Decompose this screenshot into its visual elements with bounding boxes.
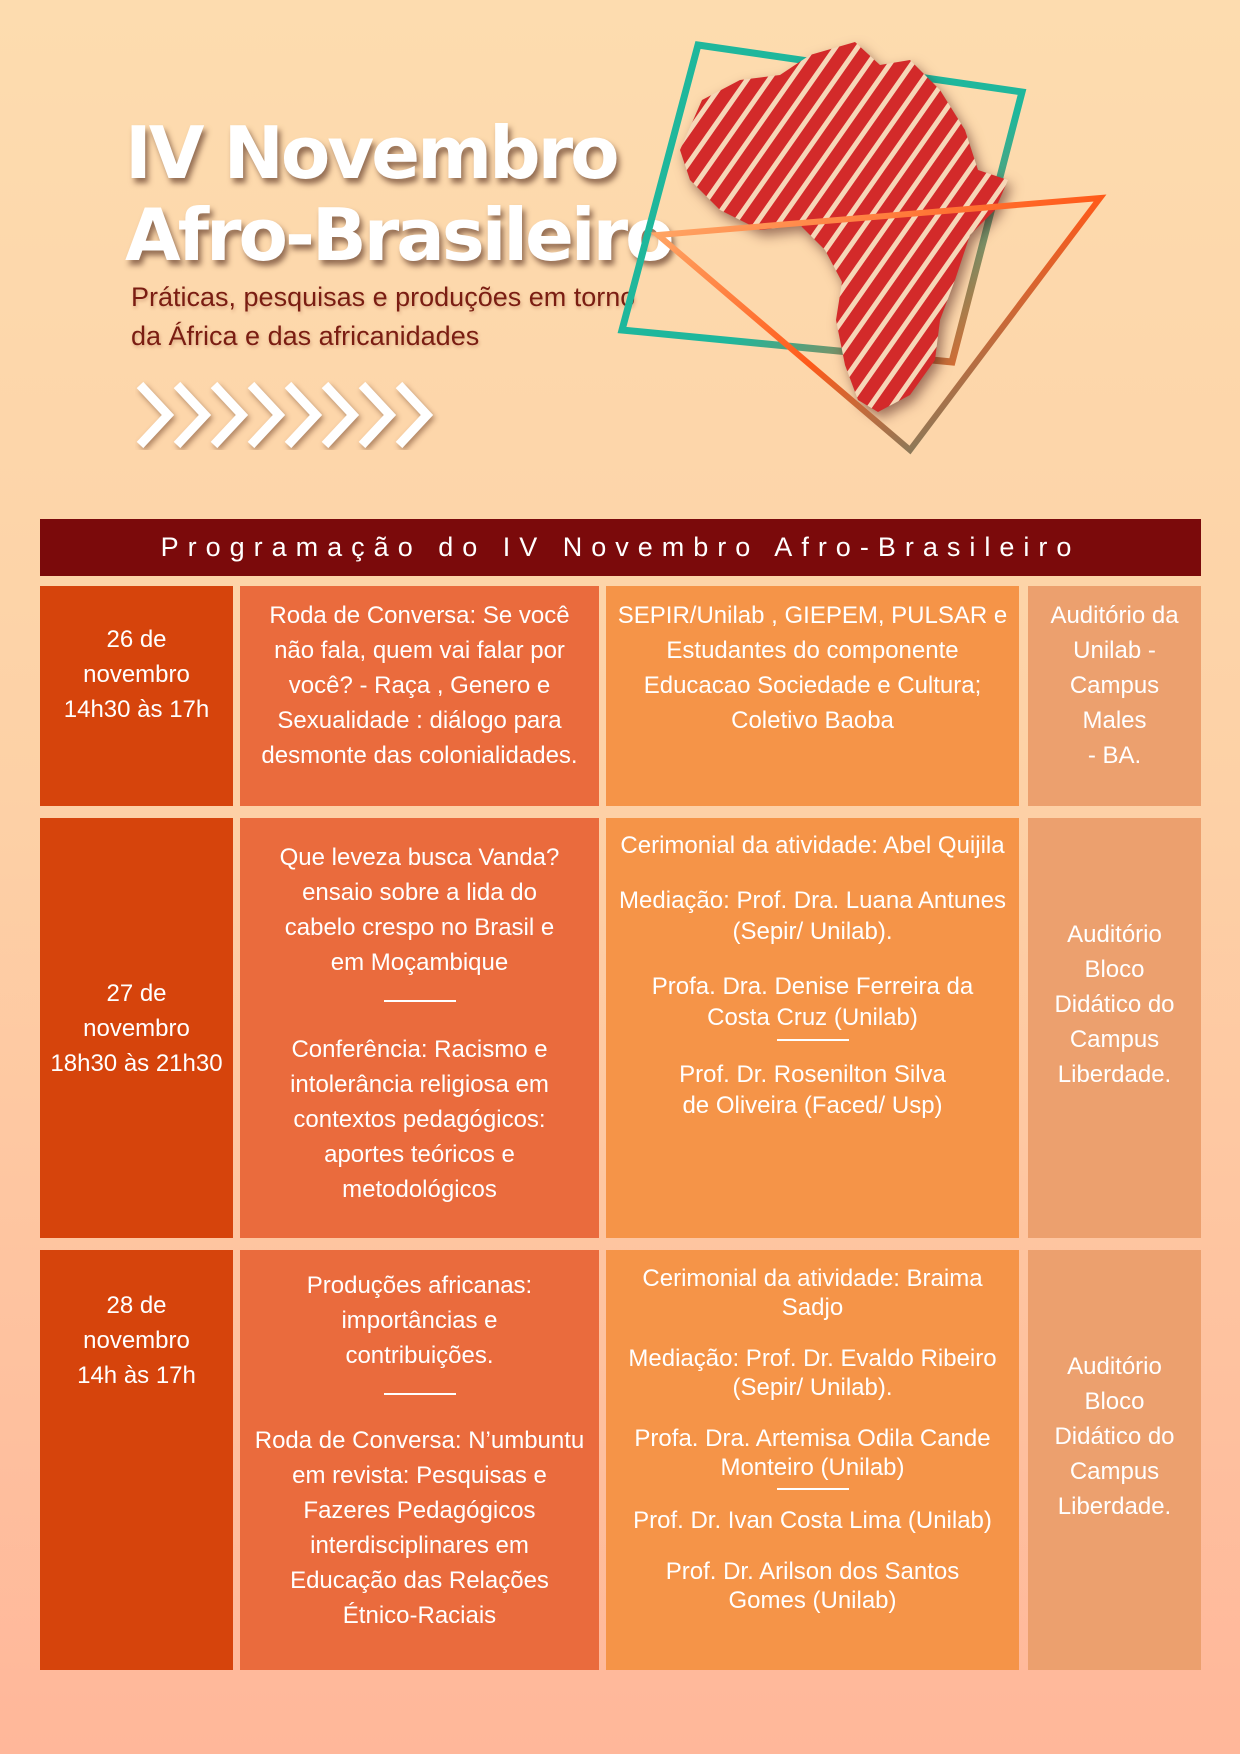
activity-line: em revista: Pesquisas e — [292, 1462, 547, 1489]
activity-line: Educação das Relações — [290, 1567, 549, 1594]
mediation-line: Mediação: Prof. Dra. Luana Antunes — [619, 887, 1006, 914]
activity-line: Que leveza busca Vanda? — [279, 844, 560, 871]
speaker-line: Monteiro (Unilab) — [720, 1454, 905, 1481]
activity-line: contextos pedagógicos: — [293, 1106, 546, 1133]
mediation-line: Mediação: Prof. Dr. Evaldo Ribeiro — [628, 1345, 997, 1372]
mediation-line: (Sepir/ Unilab). — [732, 1374, 893, 1401]
activity-line: em Moçambique — [330, 949, 509, 976]
separator — [384, 1000, 456, 1002]
activity-line: importâncias e — [341, 1307, 498, 1334]
activity-line: Conferência: Racismo e — [291, 1036, 548, 1063]
ceremonial-text: Cerimonial da atividade: Braima Sadjo — [642, 1265, 983, 1321]
speaker-line: Profa. Dra. Denise Ferreira da — [651, 973, 974, 1000]
speaker-line: Prof. Dr. Ivan Costa Lima (Unilab) — [633, 1507, 992, 1534]
speaker-line: Costa Cruz (Unilab) — [707, 1004, 918, 1031]
place-line: Campus — [1069, 1025, 1160, 1053]
time-text: 14h30 às 17h — [63, 696, 210, 723]
activity-cell — [240, 818, 599, 1238]
people-line: Coletivo Baoba — [731, 707, 894, 734]
place-line: Didático do — [1054, 1422, 1175, 1450]
activity-line: Sexualidade : diálogo para — [277, 707, 562, 734]
mediation-line: (Sepir/ Unilab). — [732, 918, 893, 945]
date-text: 27 de novembro — [83, 979, 190, 1042]
activity-line: aportes teóricos e — [324, 1141, 515, 1168]
separator — [777, 1488, 849, 1490]
title-line-2: Afro-Brasileiro — [125, 193, 672, 277]
people-line: Estudantes do componente — [666, 637, 959, 664]
speaker-line: Gomes (Unilab) — [728, 1587, 897, 1614]
activity-line: você? - Raça , Genero e — [288, 672, 551, 699]
people-cell — [606, 818, 1019, 1238]
separator — [777, 1039, 849, 1041]
activity-cell — [240, 1250, 599, 1670]
date-cell — [40, 586, 233, 806]
schedule-row-2 — [0, 818, 1240, 1238]
africa-map-icon — [610, 20, 1130, 520]
time-text: 14h às 17h — [77, 1362, 196, 1389]
schedule-row-3 — [0, 1250, 1240, 1670]
schedule-row-1 — [0, 586, 1240, 806]
place-line: Liberdade. — [1057, 1060, 1172, 1088]
place-line: Campus — [1069, 1457, 1160, 1485]
place-line: Auditório Bloco — [1067, 1352, 1162, 1415]
place-cell — [1028, 818, 1201, 1238]
subtitle — [131, 278, 651, 356]
date-text: 26 de novembro — [83, 626, 190, 688]
people-line: Educacao Sociedade e Cultura; — [643, 672, 982, 699]
speaker-line: Prof. Dr. Arilson dos Santos — [665, 1558, 960, 1585]
time-text: 18h30 às 21h30 — [50, 1049, 223, 1077]
activity-line: metodológicos — [342, 1176, 497, 1203]
activity-line: não fala, quem vai falar por — [274, 637, 565, 664]
people-line: SEPIR/Unilab , GIEPEM, PULSAR e — [617, 602, 1008, 629]
place-line: Auditório da — [1050, 602, 1179, 629]
activity-line: Roda de Conversa: N’umbuntu — [254, 1427, 585, 1454]
speaker-line: Prof. Dr. Rosenilton Silva — [679, 1061, 946, 1088]
activity-line: desmonte das colonialidades. — [261, 742, 578, 769]
page-title — [125, 112, 672, 276]
activity-line: ensaio sobre a lida do — [302, 879, 537, 906]
place-line: Liberdade. — [1057, 1492, 1172, 1520]
speaker-line: de Oliveira (Faced/ Usp) — [682, 1092, 943, 1119]
activity-line: contribuições. — [345, 1342, 494, 1369]
date-cell — [40, 818, 233, 1238]
activity-line: intolerância religiosa em — [290, 1071, 549, 1098]
activity-line: Roda de Conversa: Se você — [269, 602, 570, 629]
activity-line: Fazeres Pedagógicos — [303, 1497, 536, 1524]
activity-cell — [240, 586, 599, 806]
people-cell — [606, 586, 1019, 806]
title-line-1: IV Novembro — [125, 111, 617, 195]
subtitle-line-2: da África e das africanidades — [131, 321, 480, 351]
place-line: - BA. — [1087, 742, 1142, 769]
place-line: Didático do — [1054, 990, 1175, 1018]
ceremonial-text: Cerimonial da atividade: Abel Quijila — [620, 832, 1005, 859]
date-text: 28 de novembro — [83, 1292, 190, 1354]
place-cell — [1028, 1250, 1201, 1670]
speaker-line: Profa. Dra. Artemisa Odila Cande — [634, 1425, 991, 1452]
activity-line: cabelo crespo no Brasil e — [284, 914, 555, 941]
chevron-arrows-icon — [135, 380, 445, 450]
activity-line: Étnico-Raciais — [342, 1602, 497, 1629]
separator — [384, 1393, 456, 1395]
date-cell — [40, 1250, 233, 1670]
people-cell — [606, 1250, 1019, 1670]
banner-text: Programação do IV Novembro Afro-Brasileiro — [160, 532, 1081, 562]
place-line: Auditório Bloco — [1067, 920, 1162, 983]
place-line: Unilab - — [1073, 637, 1156, 664]
subtitle-line-1: Práticas, pesquisas e produções em torno — [131, 282, 636, 312]
activity-line: Produções africanas: — [306, 1272, 533, 1299]
program-banner — [40, 519, 1201, 576]
place-line: Campus Males — [1069, 672, 1160, 734]
place-cell — [1028, 586, 1201, 806]
activity-line: interdisciplinares em — [310, 1532, 529, 1559]
